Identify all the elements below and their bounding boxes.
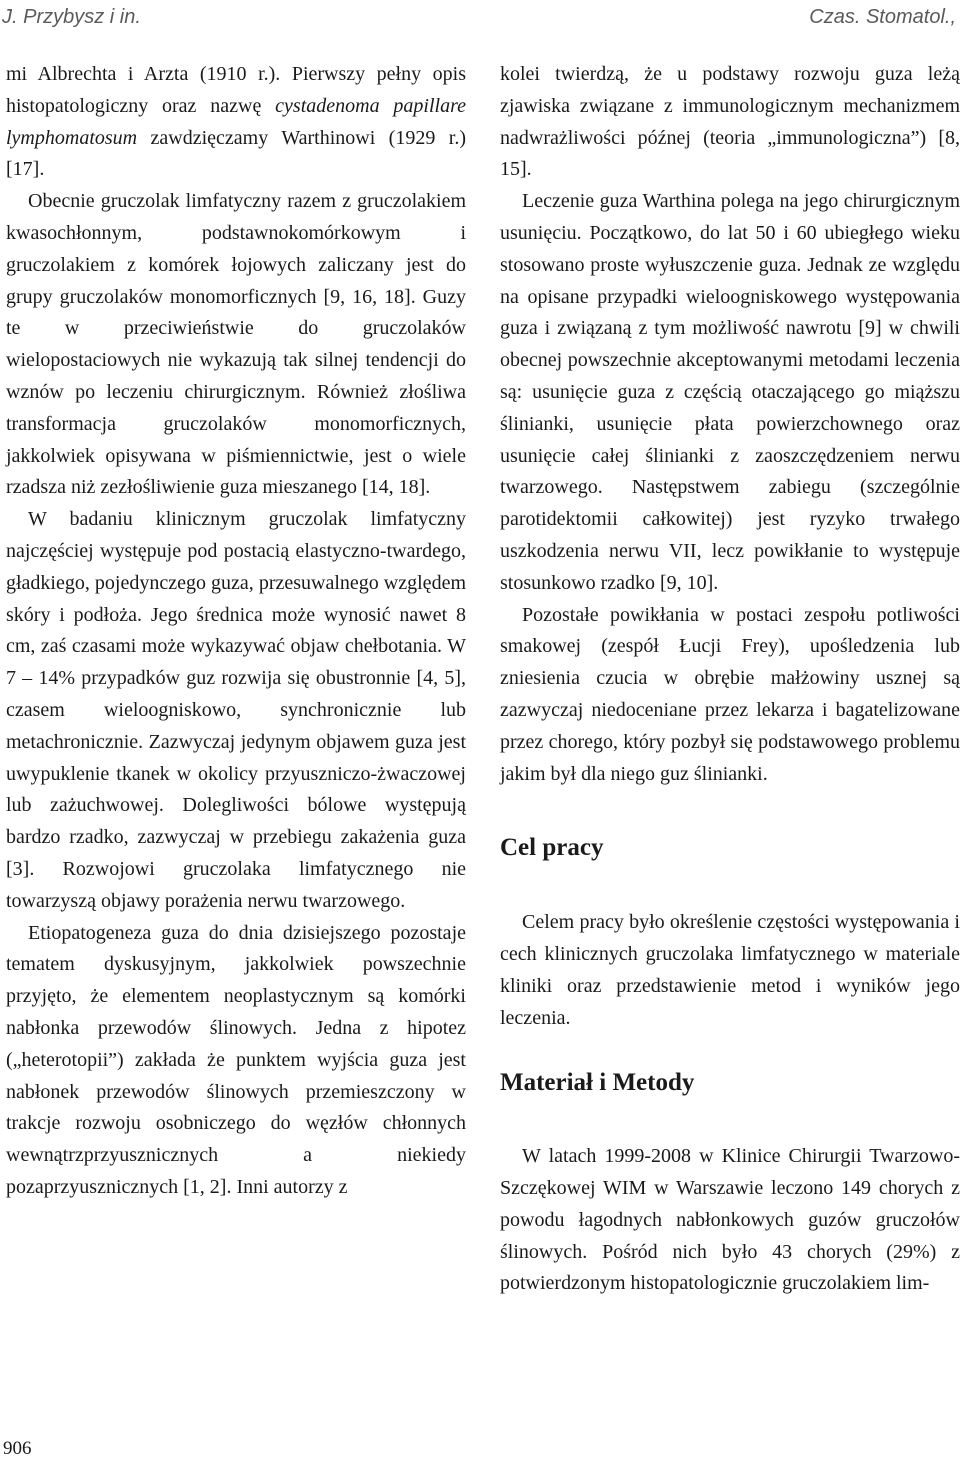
paragraph-treatment: Leczenie guza Warthina polega na jego chirurgicznym usunięciu. Początkowo, do lat 50 i 60 ubiegłego wieku stosowano proste wyłuszczenie guza. Jednak ze względu na opisane przypadki wieloogniskowego występowania guza i związaną z tym możliwość nawrotu [9] w chwili obecnej powszechnie akceptowanymi metodami leczenia są: usunięcie guza z częścią otaczającego go miąższu ślinianki, usunięcie płata powierzchownego oraz usunięcie całej ślinianki z zaoszczędzeniem nerwu twarzowego. Następstwem zabiegu (szczególnie parotidektomii całkowitej) jest ryzyko trwałego uszkodzenia nerwu VII, lecz powikłanie to występuje stosunkowo rzadko [9, 10].: [500, 190, 960, 594]
paragraph-aim: Celem pracy było określenie częstości występowania i cech klinicznych gruczolaka limfatycznego w materiale kliniki oraz przedstawienie metod i wyników jego leczenia.: [500, 911, 960, 1029]
section-heading-aim: Cel pracy: [500, 834, 604, 862]
right-column: [500, 59, 960, 1300]
page-number: 906: [3, 1438, 32, 1459]
paragraph-classification: Obecnie gruczolak limfatyczny razem z gruczolakiem kwasochłonnym, podstawnokomórkowym i gruczolakiem z komórek łojowych zaliczany jest do grupy gruczolaków monomorficznych [9, 16, 18]. Guzy te w przeciwieństwie do gruczolaków wielopostaciowych nie wykazują tak silnej tendencji do wznów po leczeniu chirurgicznym. Również złośliwa transformacja gruczolaków monomorficznych, jakkolwiek opisywana w piśmiennictwie, jest o wiele rzadsza niż zezłośliwienie guza mieszanego [14, 18].: [6, 190, 466, 499]
paragraph-history: [6, 59, 466, 186]
running-header-journal: Czas. Stomatol.,: [809, 6, 956, 28]
paragraph-immunology: kolei twierdzą, że u podstawy rozwoju guza leżą zjawiska związane z immunologicznym mechanizmem nadwrażliwości późnej (teoria „immunologiczna”) [8, 15].: [500, 63, 960, 181]
text-span: mi Albrechta i Arzta (1910 r.). Pierwszy pełny opis histopatologiczny oraz nazwę: [6, 63, 466, 117]
text-span: zawdzięczamy Warthinowi (1929 r.) [17].: [6, 126, 466, 181]
running-header-authors: J. Przybysz i in.: [2, 6, 141, 28]
paragraph-complications: Pozostałe powikłania w postaci zespołu potliwości smakowej (zespół Łucji Frey), upośledzenia lub zniesienia czucia w obrębie małżowiny usznej są zazwyczaj niedoceniane przez lekarza i bagatelizowane przez chorego, który pozbył się podstawowego problemu jakim był dla niego guz ślinianki.: [500, 603, 960, 785]
section-heading-methods: Materiał i Metody: [500, 1069, 695, 1097]
left-column: [6, 59, 466, 1204]
paragraph-clinical-exam: W badaniu klinicznym gruczolak limfatyczny najczęściej występuje pod postacią elastyczno-twardego, gładkiego, pojedynczego guza, przesuwalnego względem skóry i podłoża. Jego średnica może wynosić nawet 8 cm, zaś czasami może wykazywać objaw chełbotania. W 7 – 14% przypadków guz rozwija się obustronnie [4, 5], czasem wieloogniskowo, synchronicznie lub metachronicznie. Zazwyczaj jedynym objawem guza jest uwypuklenie tkanek w okolicy przyuszniczo-żwaczowej lub zażuchwowej. Dolegliwości bólowe występują bardzo rzadko, zazwyczaj w przebiegu zakażenia guza [3]. Rozwojowi gruczolaka limfatycznego nie towarzyszą objawy porażenia nerwu twarzowego.: [6, 508, 466, 912]
paragraph-methods: W latach 1999-2008 w Klinice Chirurgii Twarzowo-Szczękowej WIM w Warszawie leczono 149 chorych z powodu łagodnych nabłonkowych guzów gruczołów ślinowych. Pośród nich było 43 chorych (29%) z potwierdzonym histopatologicznie gruczolakiem lim-: [500, 1145, 960, 1295]
latin-term: cystadenoma papillare lymphomatosum: [6, 94, 466, 149]
paragraph-etiopathogenesis: Etiopatogeneza guza do dnia dzisiejszego pozostaje tematem dyskusyjnym, jakkolwiek powszechnie przyjęto, że elementem neoplastycznym są komórki nabłonka przewodów ślinowych. Jedna z hipotez („heterotopii”) zakłada że punktem wyjścia guza jest nabłonek przewodów ślinowych przemieszczony w trakcje rozwoju osobniczego do węzłów chłonnych wewnątrzprzyusznicznych a niekiedy pozaprzyusznicznych [1, 2]. Inni autorzy z: [6, 921, 466, 1198]
